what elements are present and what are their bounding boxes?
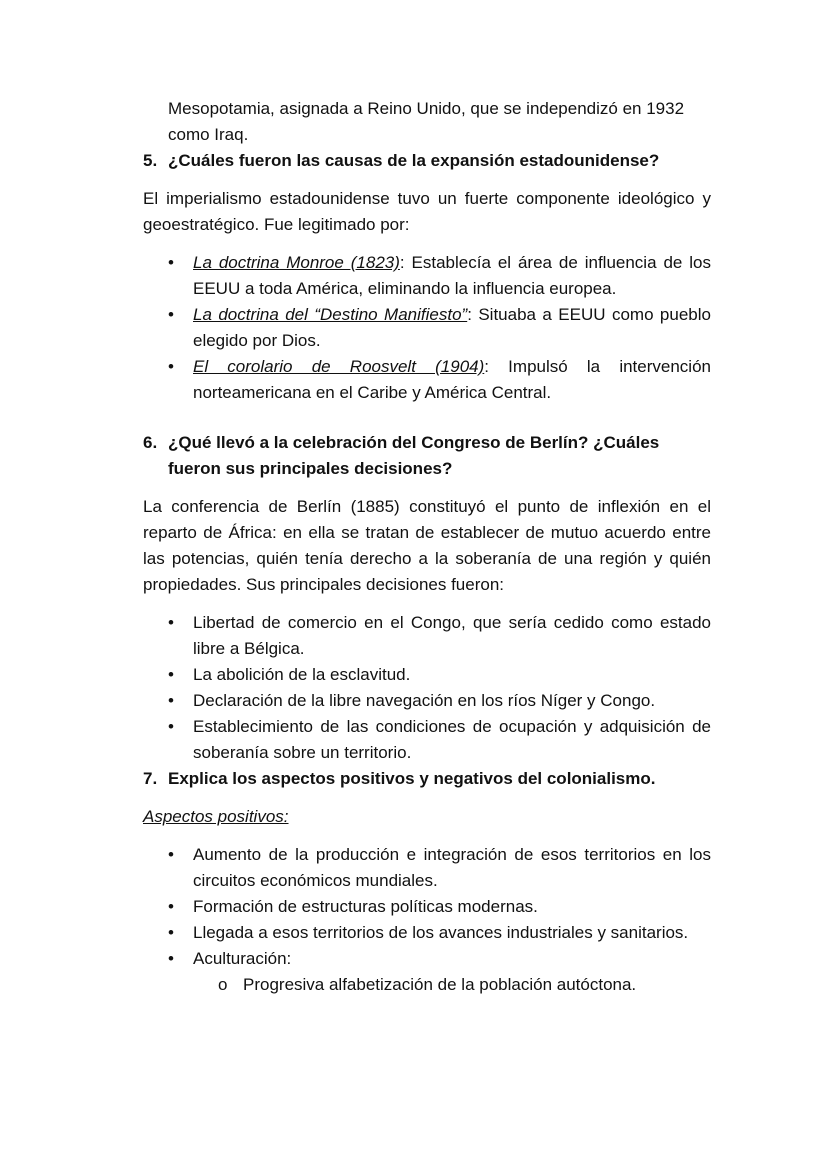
- question-7-heading: [143, 766, 711, 792]
- bullet-icon: •: [168, 305, 174, 324]
- bullet-icon: •: [168, 717, 174, 736]
- subitem-text: Progresiva alfabetización de la población autóctona.: [243, 975, 637, 994]
- bullet-icon: •: [168, 253, 174, 272]
- question-title: ¿Cuáles fueron las causas de la expansión estadounidense?: [168, 151, 660, 170]
- question-title: ¿Qué llevó a la celebración del Congreso de Berlín? ¿Cuáles fueron sus principales decisiones?: [168, 433, 660, 478]
- item-text: La abolición de la esclavitud.: [193, 665, 411, 684]
- question-number: 7.: [143, 769, 158, 788]
- bullet-icon: •: [168, 897, 174, 916]
- list-item: [143, 302, 711, 354]
- bullet-icon: •: [168, 845, 174, 864]
- list-item: [143, 946, 711, 998]
- item-text: Establecimiento de las condiciones de ocupación y adquisición de soberanía sobre un territorio.: [193, 717, 711, 762]
- bullet-icon: •: [168, 949, 174, 968]
- list-item: [143, 920, 711, 946]
- bullet-icon: •: [168, 691, 174, 710]
- bullet-icon: •: [168, 613, 174, 632]
- question-7-list: [143, 842, 711, 998]
- intro-continuation: Mesopotamia, asignada a Reino Unido, que se independizó en 1932 como Iraq.: [168, 99, 685, 144]
- sublist-item: [193, 972, 711, 998]
- question-6-heading: [143, 430, 711, 482]
- bullet-icon: •: [168, 357, 174, 376]
- item-label: La doctrina Monroe (1823): [193, 253, 400, 272]
- item-label: El corolario de Roosvelt (1904): [193, 357, 485, 376]
- item-text: Aculturación:: [193, 949, 292, 968]
- question-6-list: [143, 610, 711, 766]
- question-5-heading: [143, 148, 711, 174]
- list-item: [143, 610, 711, 662]
- list-item: [143, 714, 711, 766]
- list-item: [143, 250, 711, 302]
- item-text: : Impulsó la intervención norteamericana en el Caribe y América Central.: [193, 357, 711, 402]
- item-label: La doctrina del “Destino Manifiesto”: [193, 305, 468, 324]
- question-5-list: [143, 250, 711, 406]
- item-text: Libertad de comercio en el Congo, que sería cedido como estado libre a Bélgica.: [193, 613, 711, 658]
- list-item: [143, 842, 711, 894]
- list-item: [143, 688, 711, 714]
- item-text: Llegada a esos territorios de los avances industriales y sanitarios.: [193, 923, 689, 942]
- positive-aspects-subheading: Aspectos positivos:: [143, 807, 289, 826]
- list-item: [143, 662, 711, 688]
- list-item: [143, 894, 711, 920]
- question-6-paragraph: La conferencia de Berlín (1885) constituyó el punto de inflexión en el reparto de África: en ella se tratan de establecer de mutuo acuerdo entre las potencias, quién tenía derecho a la soberanía de una región y quién propiedades. Sus principales decisiones fueron:: [143, 497, 711, 594]
- document-page: [143, 96, 711, 998]
- item-text: : Situaba a EEUU como pueblo elegido por Dios.: [193, 305, 711, 350]
- question-number: 5.: [143, 151, 158, 170]
- bullet-icon: •: [168, 665, 174, 684]
- item-text: Formación de estructuras políticas modernas.: [193, 897, 538, 916]
- list-item: [143, 354, 711, 406]
- item-text: Aumento de la producción e integración de esos territorios en los circuitos económicos mundiales.: [193, 845, 711, 890]
- question-5-paragraph: El imperialismo estadounidense tuvo un fuerte componente ideológico y geoestratégico. Fue legitimado por:: [143, 189, 711, 234]
- bullet-icon: •: [168, 923, 174, 942]
- item-text: Declaración de la libre navegación en los ríos Níger y Congo.: [193, 691, 656, 710]
- item-text: : Establecía el área de influencia de los EEUU a toda América, eliminando la influencia europea.: [193, 253, 711, 298]
- question-number: 6.: [143, 433, 158, 452]
- question-title: Explica los aspectos positivos y negativos del colonialismo.: [168, 769, 656, 788]
- hollow-bullet-icon: o: [218, 975, 228, 994]
- acculturation-sublist: [193, 972, 711, 998]
